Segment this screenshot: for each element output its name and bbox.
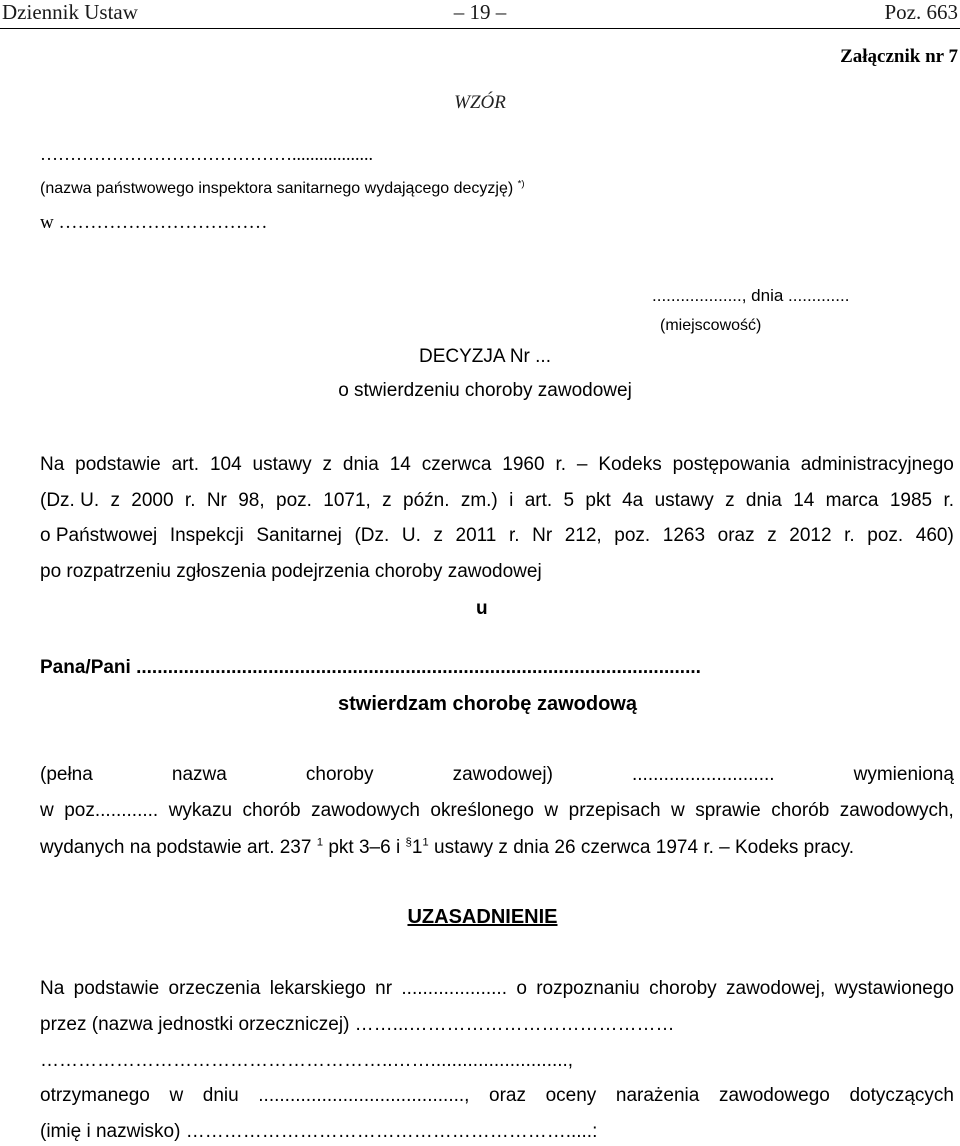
word: określonego — [430, 800, 534, 821]
word: z — [433, 525, 443, 546]
word: (pełna — [40, 764, 93, 785]
word: czerwca — [421, 454, 492, 475]
word: 1071, — [323, 490, 371, 511]
word: r. — [184, 490, 196, 511]
place-date-line: ..................., dnia ............. — [652, 286, 850, 305]
word: Inspekcji — [169, 525, 244, 546]
word: lekarskiego — [269, 978, 366, 999]
word: przepisach — [568, 800, 661, 821]
word: r. — [555, 454, 566, 475]
word: nr — [375, 978, 393, 999]
word: dnia — [342, 454, 379, 475]
word: dnia — [745, 490, 782, 511]
word: ustawy — [252, 454, 312, 475]
superscript-1b: 1 — [422, 836, 429, 849]
word: otrzymanego — [40, 1085, 150, 1106]
word: 5 — [563, 490, 575, 511]
word: .................... — [401, 978, 507, 999]
position-number: Poz. 663 — [884, 0, 958, 24]
word: r. — [508, 525, 520, 546]
word: poz. — [867, 525, 904, 546]
word: Nr — [532, 525, 553, 546]
finding-heading: stwierdzam chorobę zawodową — [338, 693, 637, 715]
word: z — [322, 454, 333, 475]
journal-title: Dziennik Ustaw — [2, 0, 138, 24]
decision-title: DECYZJA Nr ... — [419, 346, 551, 367]
word: dniu — [202, 1085, 239, 1106]
word: rozpoznaniu — [536, 978, 640, 999]
word: 212, — [564, 525, 602, 546]
header-divider — [0, 28, 960, 29]
word: ......................................., — [258, 1085, 470, 1106]
word: o — [516, 978, 527, 999]
word: choroby — [305, 764, 374, 785]
legal-basis-line-2 — [40, 490, 954, 512]
word: zawodowej, — [726, 978, 826, 999]
word: narażenia — [615, 1085, 700, 1106]
disease-line-3-d: ustawy z dnia 26 czerwca 1974 r. – Kodeks pracy. — [434, 837, 854, 858]
word: podstawie — [73, 978, 160, 999]
word: w — [544, 800, 559, 821]
word: Sanitarnej — [256, 525, 342, 546]
word: w — [40, 800, 54, 821]
word: 4a — [622, 490, 644, 511]
word: wymienioną — [853, 764, 954, 785]
word: 1263 — [662, 525, 706, 546]
word: (Dz. U. — [40, 490, 100, 511]
preposition-u: u — [476, 598, 488, 619]
word: Kodeks — [598, 454, 662, 475]
word: 460) — [915, 525, 954, 546]
word: 14 — [793, 490, 815, 511]
word: 1985 — [889, 490, 933, 511]
word: ustawy — [654, 490, 714, 511]
justification-line-3: ………………………………………………..…….........................., — [40, 1050, 574, 1071]
word: chorób — [771, 800, 830, 821]
word: oraz — [717, 525, 755, 546]
word: r. — [844, 525, 855, 546]
word: zawodowych, — [839, 800, 954, 821]
legal-basis-line-4: po rozpatrzeniu zgłoszenia podejrzenia choroby zawodowej — [40, 561, 542, 582]
disease-line-3 — [40, 837, 854, 859]
annex-label: Załącznik nr 7 — [840, 46, 958, 67]
issuer-caption-text: (nazwa państwowego inspektora sanitarnego wydającego decyzję) — [40, 180, 514, 197]
word: wykazu — [168, 800, 233, 821]
word: i — [509, 490, 514, 511]
justification-line-5: (imię i nazwisko) …………………………………………………….....: — [40, 1121, 598, 1142]
word: z — [725, 490, 735, 511]
word: Na — [40, 978, 65, 999]
word: marca — [825, 490, 879, 511]
word: dotyczących — [849, 1085, 954, 1106]
disease-line-2 — [40, 800, 954, 822]
word: poz............ — [64, 800, 159, 821]
word: z — [382, 490, 392, 511]
word: oraz — [489, 1085, 526, 1106]
word: ........................... — [632, 764, 775, 785]
word: orzeczenia — [168, 978, 261, 999]
template-label: WZÓR — [454, 92, 506, 113]
person-line: Pana/Pani ........................................................................................................... — [40, 657, 701, 678]
legal-basis-line-3 — [40, 525, 954, 547]
word: – — [576, 454, 588, 475]
word: Na — [40, 454, 65, 475]
word: wystawionego — [834, 978, 954, 999]
word: 2012 — [789, 525, 832, 546]
superscript-1: 1 — [316, 836, 324, 849]
word: w — [169, 1085, 184, 1106]
word: postępowania — [672, 454, 790, 475]
word: z — [767, 525, 777, 546]
issuer-dotted-line: …………………………………….................. — [40, 144, 373, 164]
page-number: – 19 – — [453, 0, 507, 24]
word: zawodowych — [311, 800, 420, 821]
word: r. — [943, 490, 954, 511]
word: art. — [524, 490, 553, 511]
place-caption: (miejscowość) — [660, 317, 762, 334]
footnote-marker: *) — [517, 178, 525, 190]
word: choroby — [649, 978, 717, 999]
word: zm.) — [460, 490, 498, 511]
word: zawodowego — [718, 1085, 830, 1106]
word: sprawie — [695, 800, 761, 821]
word: o Państwowej — [40, 525, 158, 546]
word: 2000 — [131, 490, 174, 511]
word: 104 — [209, 454, 242, 475]
word: podstawie — [75, 454, 161, 475]
word: oceny — [545, 1085, 597, 1106]
word: z — [110, 490, 120, 511]
word: administracyjnego — [800, 454, 954, 475]
word: chorób — [242, 800, 301, 821]
paragraph-sign: § — [405, 836, 412, 849]
decision-subtitle: o stwierdzeniu choroby zawodowej — [338, 380, 632, 401]
disease-line-1 — [40, 764, 954, 786]
word: 14 — [389, 454, 411, 475]
word: Nr — [206, 490, 227, 511]
disease-line-3-b: pkt 3–6 i — [328, 837, 401, 858]
justification-line-2: przez (nazwa jednostki orzeczniczej) ……...…………………………………… — [40, 1014, 675, 1035]
word: U. — [401, 525, 421, 546]
word: 1960 — [502, 454, 545, 475]
word: zawodowej) — [452, 764, 553, 785]
word: (Dz. — [354, 525, 390, 546]
disease-line-3-a: wydanych na podstawie art. 237 — [40, 837, 312, 858]
word: 98, — [238, 490, 265, 511]
issuer-location-line: w …………………………… — [40, 212, 268, 233]
justification-line-1 — [40, 978, 954, 1000]
word: 2011 — [455, 525, 497, 546]
legal-basis-line-1 — [40, 454, 954, 476]
justification-title: UZASADNIENIE — [407, 906, 558, 928]
word: późn. — [403, 490, 450, 511]
disease-line-3-c: 1 — [411, 837, 423, 858]
word: nazwa — [171, 764, 227, 785]
issuer-caption — [40, 180, 525, 198]
justification-line-4 — [40, 1085, 954, 1107]
word: poz. — [614, 525, 651, 546]
word: w — [671, 800, 685, 821]
word: pkt — [585, 490, 611, 511]
word: art. — [171, 454, 200, 475]
word: poz. — [276, 490, 312, 511]
